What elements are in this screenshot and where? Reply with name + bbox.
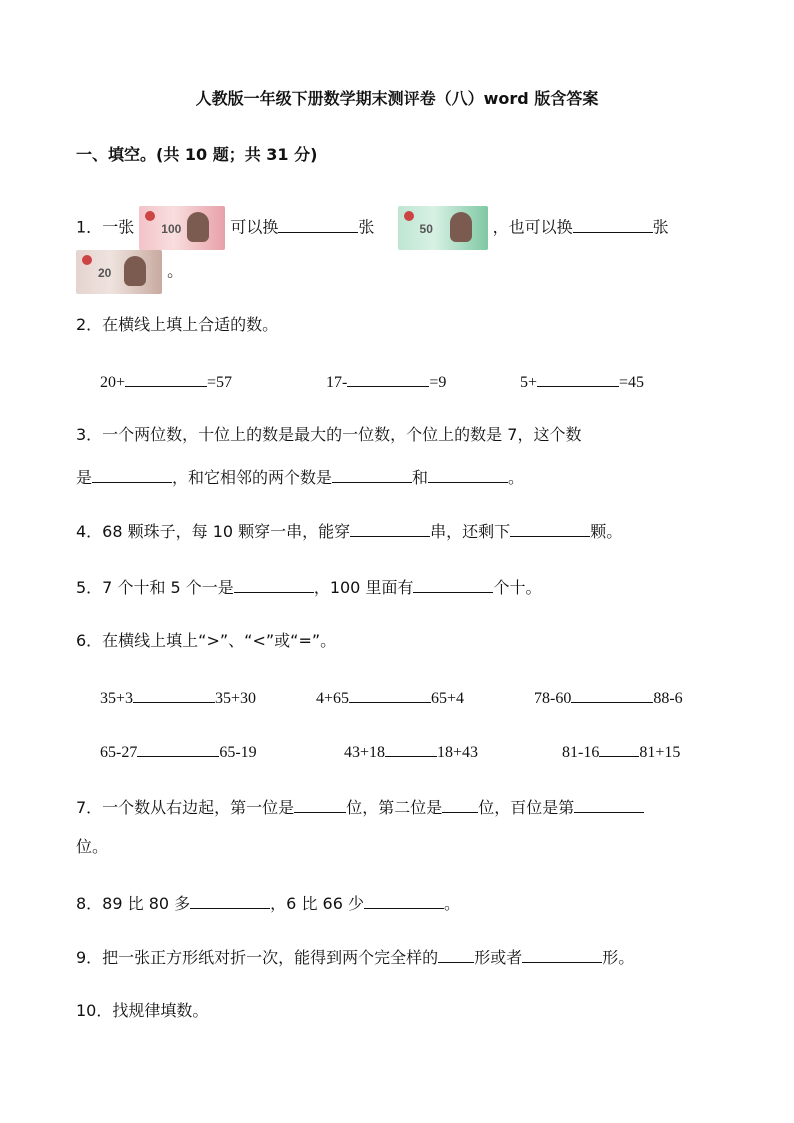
question-7-line-1 <box>76 796 644 819</box>
q4-blank-2[interactable] <box>510 520 590 537</box>
emblem-icon <box>82 255 92 265</box>
q6-left: 81-16 <box>562 744 600 761</box>
q8-text-b: ，6 比 66 少 <box>270 894 364 913</box>
q3-text-c: 和 <box>412 468 429 487</box>
q6-left: 78-60 <box>534 690 572 707</box>
q1-text-f: 。 <box>167 261 184 281</box>
q5-blank-1[interactable] <box>234 576 314 593</box>
question-1-line-1 <box>76 206 669 250</box>
q2-item-1-post: =57 <box>207 374 233 391</box>
emblem-icon <box>145 211 155 221</box>
portrait-icon <box>450 212 472 242</box>
q6-blank[interactable] <box>599 740 639 757</box>
q3-text-d: 。 <box>508 468 525 487</box>
portrait-icon <box>187 212 209 242</box>
q5-blank-2[interactable] <box>413 576 493 593</box>
q6-compare-4 <box>100 740 257 762</box>
note-denomination: 50 <box>419 222 433 236</box>
q3-blank-2[interactable] <box>332 466 412 483</box>
page-title: 人教版一年级下册数学期末测评卷（八）word 版含答案 <box>195 89 599 108</box>
q7-text-b: 位，第二位是 <box>346 798 443 817</box>
question-6: 6．在横线上填上“>”、“<”或“=”。 <box>76 631 337 650</box>
q7-blank-2[interactable] <box>442 796 478 813</box>
q6-compare-3 <box>534 686 683 708</box>
q5-text-b: ，100 里面有 <box>313 578 414 597</box>
q4-text-b: 串，还剩下 <box>430 522 511 541</box>
q1-text-d: ，也可以换 <box>492 217 573 237</box>
q6-right: 65+4 <box>431 690 465 707</box>
q2-blank-2[interactable] <box>347 370 429 387</box>
twenty-yuan-note-image <box>76 250 162 294</box>
q9-text-b: 形或者 <box>474 948 523 967</box>
q6-blank[interactable] <box>571 686 653 703</box>
q7-blank-1[interactable] <box>294 796 346 813</box>
q2-item-3-pre: 5+ <box>520 374 538 391</box>
question-2: 2．在横线上填上合适的数。 <box>76 315 279 334</box>
q6-right: 65-19 <box>219 744 257 761</box>
q1-text-c: 张 <box>358 217 375 237</box>
q2-item-1 <box>100 370 232 392</box>
q3-blank-3[interactable] <box>428 466 508 483</box>
q3-blank-1[interactable] <box>92 466 172 483</box>
q6-left: 35+3 <box>100 690 134 707</box>
q6-left: 4+65 <box>316 690 350 707</box>
question-7-line-2: 位。 <box>76 837 109 856</box>
q5-text-a: 5．7 个十和 5 个一是 <box>76 578 234 597</box>
q8-blank-1[interactable] <box>190 892 270 909</box>
q6-right: 18+43 <box>437 744 479 761</box>
hundred-yuan-note-image <box>139 206 225 250</box>
q1-number: 1． <box>76 217 103 237</box>
question-9 <box>76 946 634 969</box>
q6-blank[interactable] <box>349 686 431 703</box>
q7-text-a: 7．一个数从右边起，第一位是 <box>76 798 295 817</box>
q3-text-a: 是 <box>76 468 93 487</box>
q1-text-e: 张 <box>652 217 669 237</box>
fifty-yuan-note-image <box>398 206 488 250</box>
q5-text-c: 个十。 <box>493 578 542 597</box>
question-4 <box>76 520 622 543</box>
q2-item-3 <box>520 370 644 392</box>
q1-text-a: 一张 <box>102 217 135 237</box>
question-1-line-2 <box>76 250 183 294</box>
q6-blank[interactable] <box>133 686 215 703</box>
q3-text-b: ，和它相邻的两个数是 <box>172 468 333 487</box>
q7-text-c: 位，百位是第 <box>478 798 575 817</box>
q8-text-c: 。 <box>443 894 460 913</box>
q2-blank-1[interactable] <box>125 370 207 387</box>
q9-blank-2[interactable] <box>522 946 602 963</box>
q9-text-a: 9．把一张正方形纸对折一次，能得到两个完全样的 <box>76 948 439 967</box>
note-denomination: 100 <box>161 222 182 236</box>
question-5 <box>76 576 541 599</box>
q1-answer-blank-2[interactable] <box>573 216 653 233</box>
q7-blank-3[interactable] <box>574 796 644 813</box>
question-8 <box>76 892 460 915</box>
q6-right: 35+30 <box>215 690 257 707</box>
emblem-icon <box>404 211 414 221</box>
q2-item-2-post: =9 <box>429 374 447 391</box>
q9-text-c: 形。 <box>602 948 635 967</box>
q6-left: 43+18 <box>344 744 386 761</box>
q6-blank[interactable] <box>385 740 437 757</box>
section-heading: 一、填空。(共 10 题；共 31 分) <box>76 145 318 164</box>
q6-blank[interactable] <box>137 740 219 757</box>
q9-blank-1[interactable] <box>438 946 474 963</box>
question-3-line-2 <box>76 466 524 489</box>
q8-blank-2[interactable] <box>364 892 444 909</box>
q6-right: 81+15 <box>639 744 681 761</box>
q4-blank-1[interactable] <box>350 520 430 537</box>
q1-answer-blank-1[interactable] <box>278 216 358 233</box>
q2-blank-3[interactable] <box>537 370 619 387</box>
q6-left: 65-27 <box>100 744 138 761</box>
q6-right: 88-6 <box>653 690 683 707</box>
question-3-line-1: 3．一个两位数，十位上的数是最大的一位数，个位上的数是 7，这个数 <box>76 425 582 444</box>
q6-compare-1 <box>100 686 256 708</box>
q4-text-a: 4．68 颗珠子，每 10 颗穿一串，能穿 <box>76 522 351 541</box>
q2-item-2 <box>326 370 446 392</box>
q2-item-3-post: =45 <box>619 374 645 391</box>
q8-text-a: 8．89 比 80 多 <box>76 894 191 913</box>
q1-text-b: 可以换 <box>230 217 279 237</box>
note-denomination: 20 <box>98 266 112 280</box>
q6-compare-6 <box>562 740 680 762</box>
q2-item-1-pre: 20+ <box>100 374 126 391</box>
q6-compare-2 <box>316 686 464 708</box>
q6-compare-5 <box>344 740 478 762</box>
q2-item-2-pre: 17- <box>326 374 348 391</box>
question-10: 10．找规律填数。 <box>76 1001 209 1020</box>
portrait-icon <box>124 256 146 286</box>
q4-text-c: 颗。 <box>590 522 623 541</box>
